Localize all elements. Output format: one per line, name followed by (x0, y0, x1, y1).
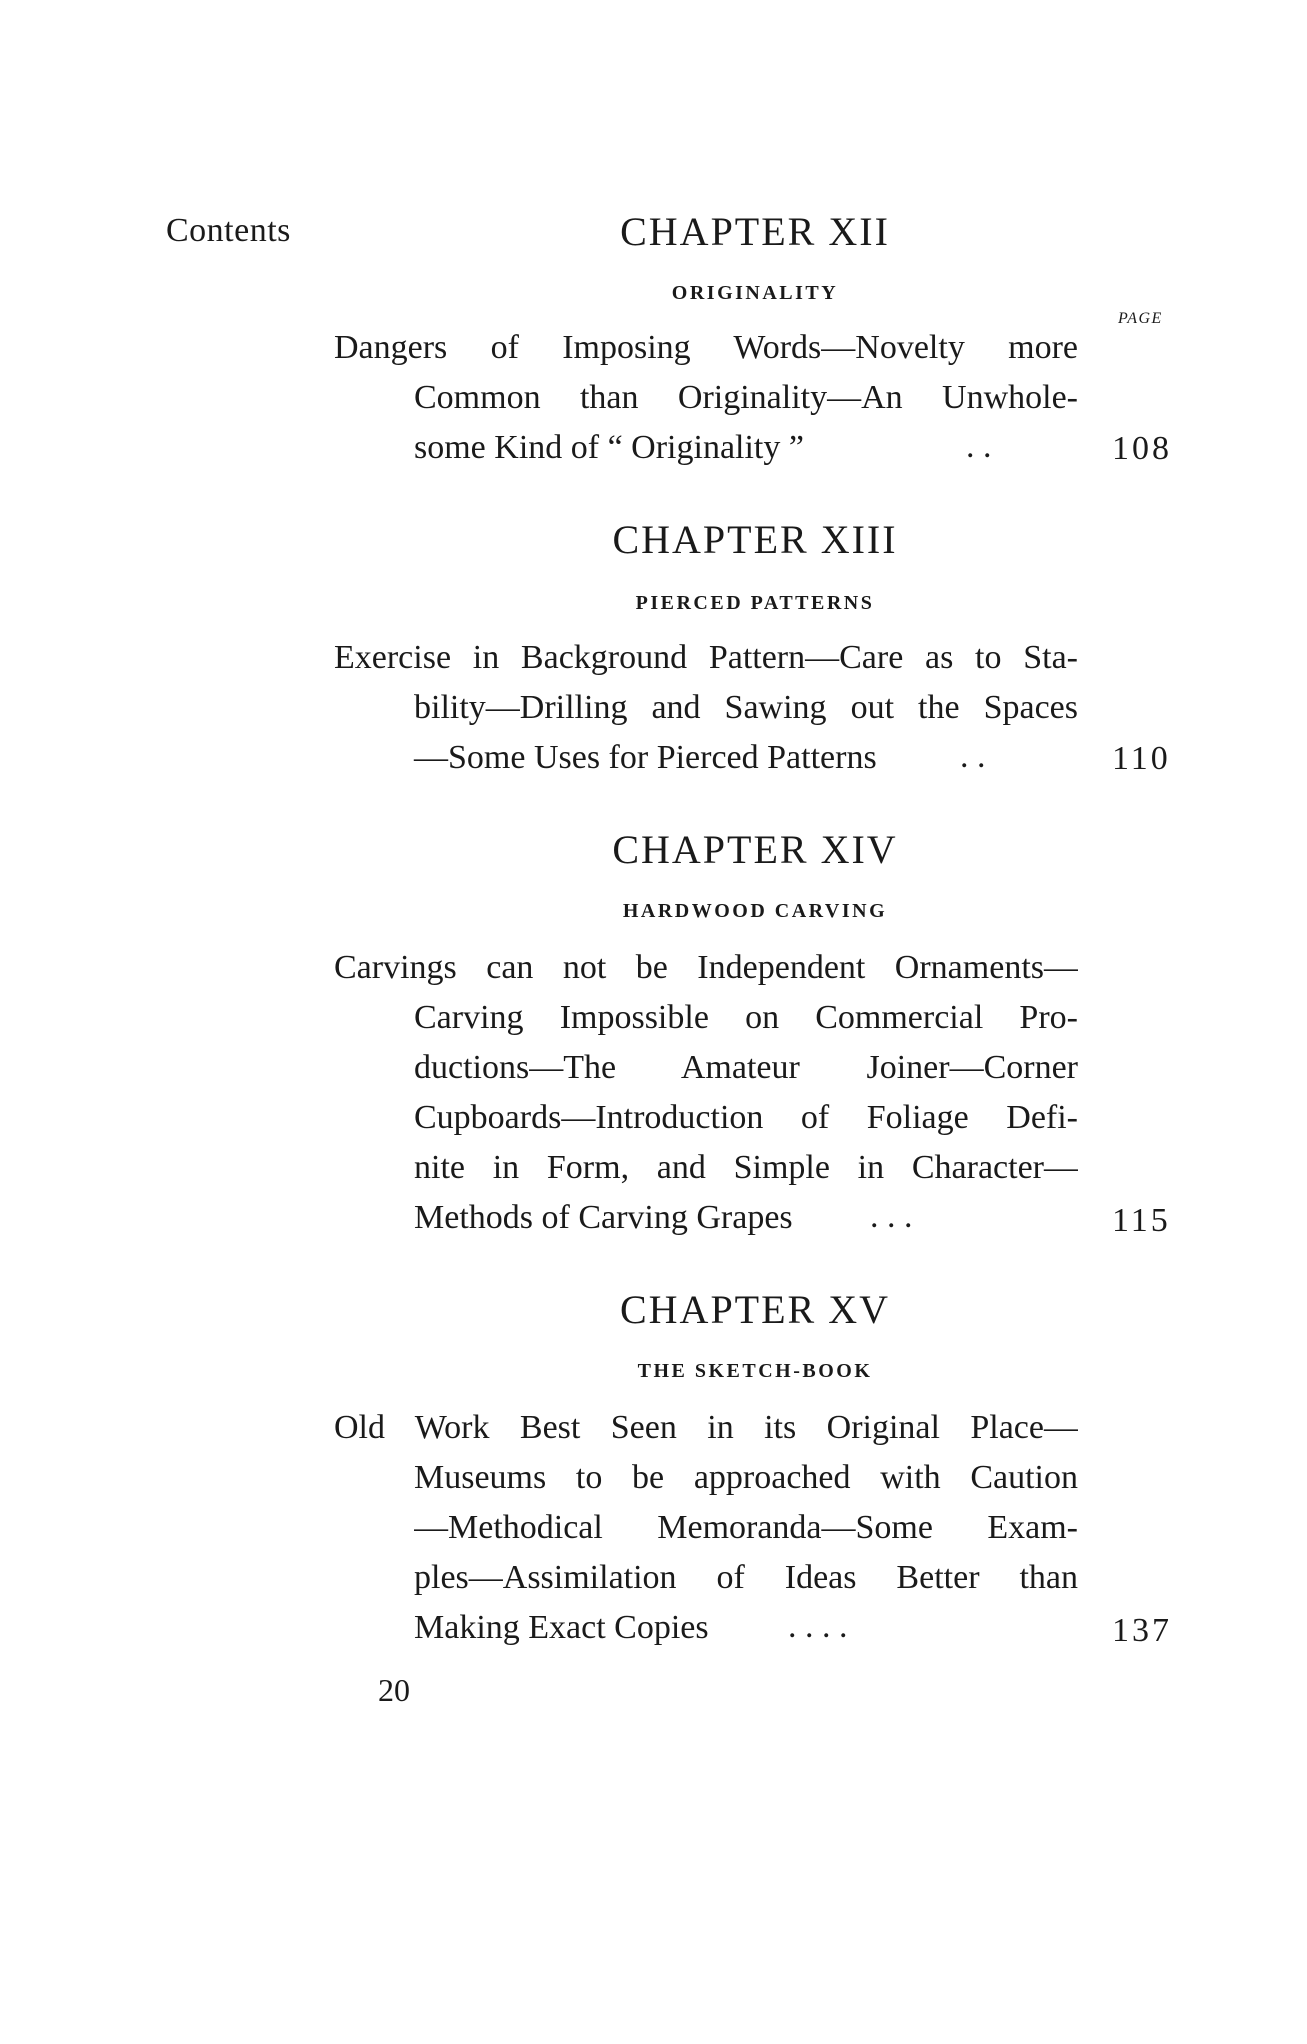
summary-line: Museums to be approached with Caution (414, 1459, 1078, 1496)
summary-line: ductions—The Amateur Joiner—Corner (414, 1049, 1078, 1086)
summary-line: —Some Uses for Pierced Patterns (414, 739, 877, 776)
summary-line: Exercise in Background Pattern—Care as to Sta- (334, 639, 1078, 676)
summary-line: Making Exact Copies (414, 1609, 709, 1646)
dot-leader: . . (960, 738, 986, 775)
summary-line: Dangers of Imposing Words—Novelty more (334, 329, 1078, 366)
summary-line: Carving Impossible on Commercial Pro- (414, 999, 1078, 1036)
chapter-subtitle: THE SKETCH-BOOK (637, 1360, 873, 1382)
folio-page-number: 20 (378, 1672, 410, 1708)
chapter-heading: CHAPTER XIV (612, 827, 898, 872)
summary-line: Carvings can not be Independent Ornaments— (334, 949, 1078, 986)
summary-line: Cupboards—Introduction of Foliage Defi- (414, 1099, 1078, 1136)
page-number: 110 (1112, 740, 1171, 777)
dot-leader: . . . (870, 1198, 913, 1235)
page-number: 115 (1112, 1202, 1171, 1239)
page-number: 137 (1112, 1612, 1172, 1649)
summary-line: Common than Originality—An Unwhole- (414, 379, 1078, 416)
summary-line: some Kind of “ Originality ” (414, 429, 804, 466)
page-column-label: PAGE (1118, 310, 1163, 327)
summary-line: —Methodical Memoranda—Some Exam- (414, 1509, 1078, 1546)
summary-line: bility—Drilling and Sawing out the Spaces (414, 689, 1078, 726)
chapter-subtitle: ORIGINALITY (671, 282, 839, 304)
chapter-subtitle: PIERCED PATTERNS (635, 592, 875, 614)
chapter-heading: CHAPTER XII (620, 209, 890, 254)
running-head: Contents (166, 212, 291, 249)
page-number: 108 (1112, 430, 1172, 467)
chapter-heading: CHAPTER XIII (612, 517, 898, 562)
summary-line: Old Work Best Seen in its Original Place— (334, 1409, 1078, 1446)
summary-line: Methods of Carving Grapes (414, 1199, 793, 1236)
summary-line: ples—Assimilation of Ideas Better than (414, 1559, 1078, 1596)
chapter-subtitle: HARDWOOD CARVING (622, 900, 888, 922)
dot-leader: . . . . (788, 1608, 848, 1645)
dot-leader: . . (966, 428, 992, 465)
summary-line: nite in Form, and Simple in Character— (414, 1149, 1078, 1186)
chapter-heading: CHAPTER XV (619, 1287, 891, 1332)
